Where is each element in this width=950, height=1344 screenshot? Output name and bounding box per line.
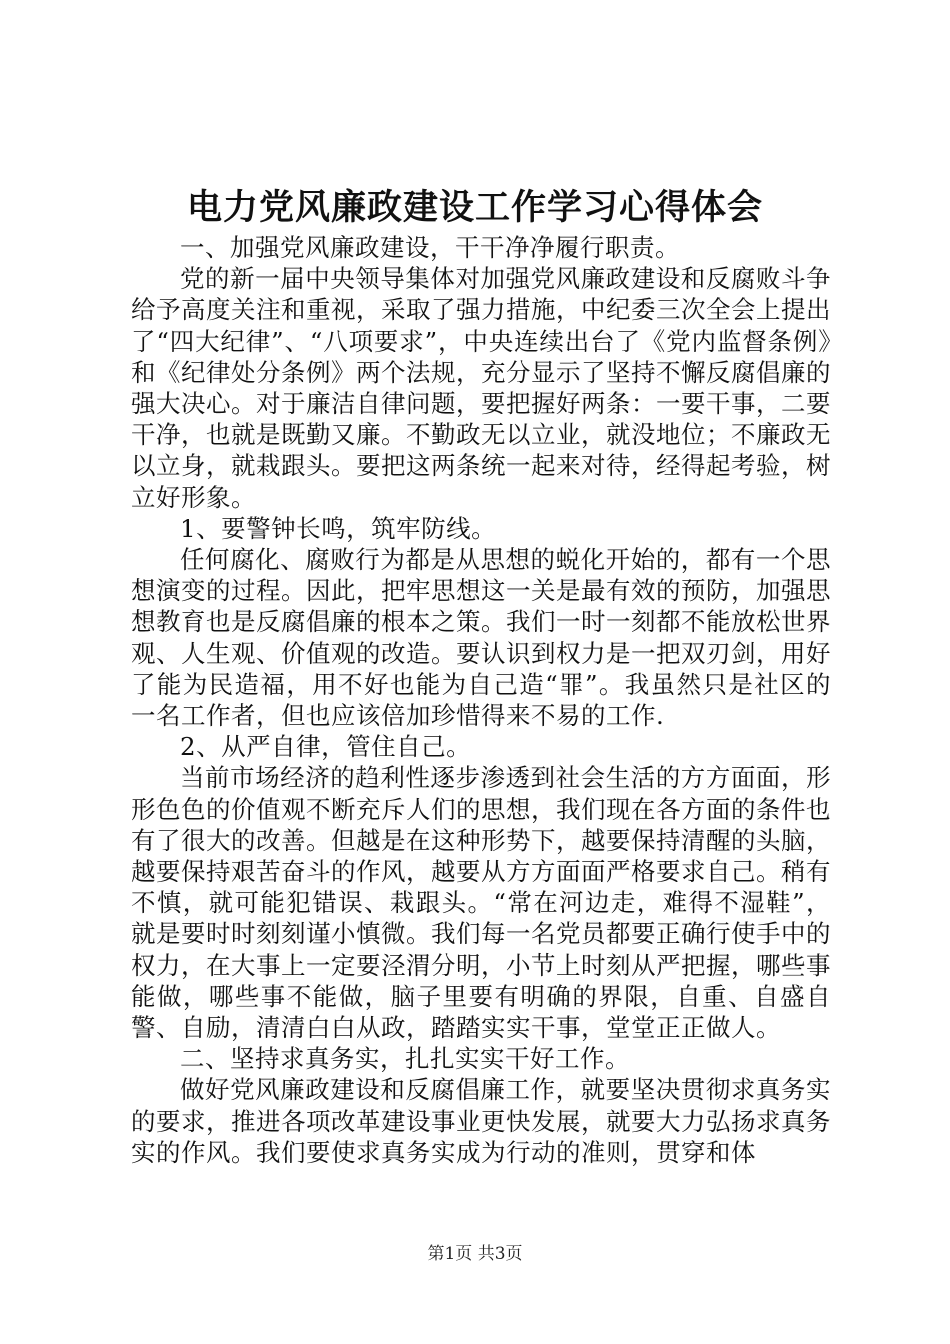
page-footer: 第1页 共3页 bbox=[427, 1244, 523, 1264]
paragraph: 做好党风廉政建设和反腐倡廉工作，就要坚决贯彻求真务实的要求，推进各项改革建设事业更快发展，就要大力弘扬求真务实的作风。我们要使求真务实成为行动的准则，贯穿和体 bbox=[131, 1075, 831, 1167]
page-title: 电力党风廉政建设工作学习心得体会 bbox=[186, 187, 763, 228]
section-heading: 2、从严自律，管住自己。 bbox=[180, 732, 472, 762]
section-heading: 二、坚持求真务实，扎扎实实干好工作。 bbox=[180, 1044, 630, 1074]
document-body bbox=[131, 232, 831, 1168]
section-heading: 1、要警钟长鸣，筑牢防线。 bbox=[180, 513, 497, 543]
paragraph: 党的新一届中央领导集体对加强党风廉政建设和反腐败斗争给予高度关注和重视，采取了强力措施，中纪委三次全会上提出了“四大纪律”、“八项要求”，中央连续出台了《党内监督条例》和《纪律处分条例》两个法规，充分显示了坚持不懈反腐倡廉的强大决心。对于廉洁自律问题，要把握好两条：一要干事，二要干净，也就是既勤又廉。不勤政无以立业，就没地位；不廉政无以立身，就栽跟头。要把这两条统一起来对待，经得起考验，树立好形象。 bbox=[131, 264, 831, 512]
paragraph: 任何腐化、腐败行为都是从思想的蜕化开始的，都有一个思想演变的过程。因此，把牢思想这一关是最有效的预防，加强思想教育也是反腐倡廉的根本之策。我们一时一刻都不能放松世界观、人生观、价值观的改造。要认识到权力是一把双刃剑，用好了能为民造福，用不好也能为自己造“罪”。我虽然只是社区的一名工作者，但也应该倍加珍惜得来不易的工作. bbox=[131, 545, 831, 731]
paragraph: 当前市场经济的趋利性逐步渗透到社会生活的方方面面，形形色色的价值观不断充斥人们的思想，我们现在各方面的条件也有了很大的改善。但越是在这种形势下，越要保持清醒的头脑，越要保持艰苦奋斗的作风，越要从方方面面严格要求自己。稍有不慎，就可能犯错误、栽跟头。“常在河边走，难得不湿鞋”，就是要时时刻刻谨小慎微。我们每一名党员都要正确行使手中的权力，在大事上一定要泾渭分明，小节上时刻从严把握，哪些事能做，哪些事不能做，脑子里要有明确的界限，自重、自盛自警、自励，清清白白从政，踏踏实实干事，堂堂正正做人。 bbox=[131, 763, 831, 1043]
section-heading: 一、加强党风廉政建设，干干净净履行职责。 bbox=[180, 233, 680, 262]
